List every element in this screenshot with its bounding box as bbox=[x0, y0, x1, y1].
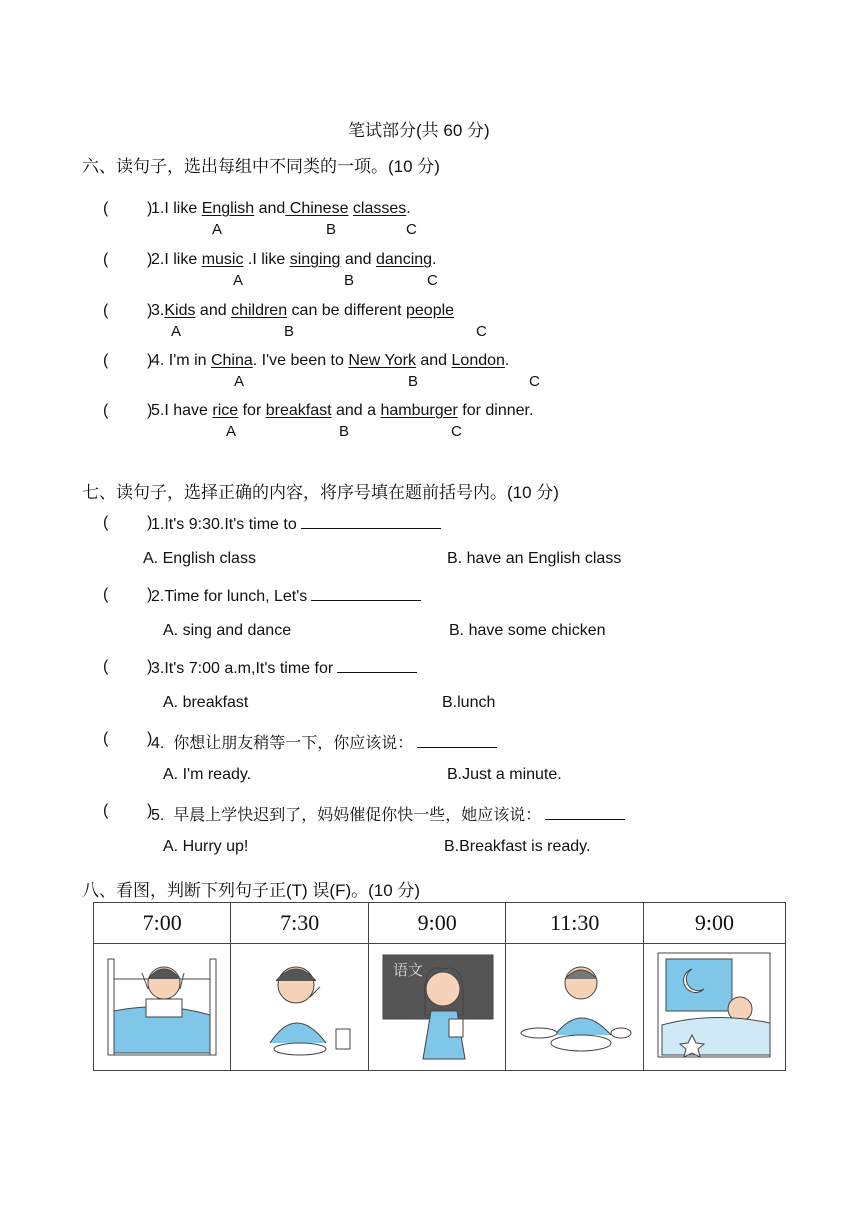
answer-blank[interactable] bbox=[545, 805, 625, 820]
time-cell: 9:00 bbox=[643, 903, 785, 944]
underlined-word: English bbox=[201, 200, 255, 217]
question-text: 3.It's 7:00 a.m,It's time for bbox=[151, 660, 334, 677]
choice-letter: C bbox=[427, 272, 438, 289]
sentence-text: can be different bbox=[287, 302, 406, 319]
answer-bracket-open: ( bbox=[103, 586, 109, 603]
underlined-word: breakfast bbox=[265, 402, 332, 419]
answer-bracket-close: ) bbox=[147, 730, 153, 747]
picture-cell bbox=[231, 944, 368, 1071]
girl-chinese-class-picture bbox=[377, 949, 497, 1061]
choice-letter: C bbox=[451, 423, 462, 440]
question-sentence bbox=[151, 402, 533, 420]
option-b: B.lunch bbox=[442, 694, 496, 711]
question-text: 5. 早晨上学快迟到了，妈妈催促你快一些，她应该说： bbox=[151, 807, 542, 824]
section7-heading: 七、读句子，选择正确的内容，将序号填在题前括号内。(10 分) bbox=[82, 483, 559, 502]
answer-bracket-close: ) bbox=[147, 586, 153, 603]
blackboard-text: 语文 bbox=[393, 960, 424, 979]
section8-heading: 八、看图，判断下列句子正(T) 误(F)。(10 分) bbox=[82, 881, 421, 900]
answer-bracket-open: ( bbox=[103, 302, 109, 319]
question-sentence bbox=[151, 730, 497, 753]
question-sentence bbox=[151, 352, 509, 370]
answer-bracket-open: ( bbox=[103, 802, 109, 819]
choice-letter: B bbox=[326, 221, 337, 238]
question-sentence bbox=[151, 251, 437, 269]
choice-letter: A bbox=[171, 323, 182, 340]
answer-bracket-open: ( bbox=[103, 658, 109, 675]
page-title: 笔试部分(共 60 分) bbox=[348, 121, 490, 140]
answer-bracket-close: ) bbox=[147, 402, 153, 419]
underlined-word: music bbox=[201, 251, 244, 268]
boy-eating-lunch-picture bbox=[515, 949, 635, 1061]
girl-sleeping-picture bbox=[652, 949, 776, 1061]
answer-bracket-open: ( bbox=[103, 352, 109, 369]
sentence-text: .I like bbox=[243, 251, 290, 268]
option-a: A. I'm ready. bbox=[163, 766, 252, 783]
underlined-word: people bbox=[406, 302, 455, 319]
sentence-text: and a bbox=[331, 402, 381, 419]
time-cell: 11:30 bbox=[506, 903, 643, 944]
underlined-word: Kids bbox=[164, 302, 196, 319]
answer-bracket-close: ) bbox=[147, 251, 153, 268]
option-a: A. Hurry up! bbox=[163, 838, 249, 855]
option-a: A. breakfast bbox=[163, 694, 249, 711]
question-text: 4. 你想让朋友稍等一下，你应该说： bbox=[151, 735, 414, 752]
sentence-text: for bbox=[238, 402, 266, 419]
girl-waking-up-picture bbox=[102, 949, 222, 1061]
sentence-text: 5.I have bbox=[151, 402, 213, 419]
answer-bracket-open: ( bbox=[103, 514, 109, 531]
answer-bracket-close: ) bbox=[147, 514, 153, 531]
underlined-word: children bbox=[231, 302, 288, 319]
answer-bracket-close: ) bbox=[147, 802, 153, 819]
option-b: B. have some chicken bbox=[449, 622, 606, 639]
time-cell: 9:00 bbox=[368, 903, 505, 944]
question-sentence bbox=[151, 658, 417, 678]
choice-letter: A bbox=[226, 423, 237, 440]
answer-blank[interactable] bbox=[417, 733, 497, 748]
choice-letter: C bbox=[406, 221, 417, 238]
answer-blank[interactable] bbox=[337, 658, 417, 673]
question-sentence bbox=[151, 514, 441, 534]
option-b: B. have an English class bbox=[447, 550, 622, 567]
underlined-word: dancing bbox=[376, 251, 433, 268]
time-row bbox=[94, 903, 786, 944]
sentence-text: 4. I'm in bbox=[151, 352, 211, 369]
option-a: A. English class bbox=[143, 550, 256, 567]
choice-letter: A bbox=[212, 221, 223, 238]
sentence-text: for dinner. bbox=[457, 402, 534, 419]
time-cell: 7:30 bbox=[231, 903, 368, 944]
option-b: B.Just a minute. bbox=[447, 766, 562, 783]
sentence-text: and bbox=[340, 251, 376, 268]
underlined-word: classes bbox=[352, 200, 407, 217]
answer-bracket-close: ) bbox=[147, 200, 153, 217]
question-sentence bbox=[151, 302, 454, 320]
answer-bracket-close: ) bbox=[147, 302, 153, 319]
picture-cell bbox=[368, 944, 505, 1071]
underlined-word: China bbox=[210, 352, 253, 369]
picture-cell bbox=[643, 944, 785, 1071]
choice-letter: C bbox=[529, 373, 540, 390]
underlined-word: singing bbox=[289, 251, 341, 268]
option-b: B.Breakfast is ready. bbox=[444, 838, 591, 855]
question-text: 2.Time for lunch, Let's bbox=[151, 588, 308, 605]
section6-heading: 六、读句子，选出每组中不同类的一项。(10 分) bbox=[82, 157, 440, 176]
choice-letter: B bbox=[284, 323, 295, 340]
sentence-text: and bbox=[254, 200, 286, 217]
answer-bracket-open: ( bbox=[103, 251, 109, 268]
sentence-text: 2.I like bbox=[151, 251, 202, 268]
sentence-text: 1.I like bbox=[151, 200, 202, 217]
underlined-word: Chinese bbox=[285, 200, 349, 217]
picture-table bbox=[93, 902, 786, 1071]
underlined-word: New York bbox=[348, 352, 416, 369]
sentence-text: . I've been to bbox=[252, 352, 349, 369]
answer-bracket-open: ( bbox=[103, 730, 109, 747]
answer-bracket-close: ) bbox=[147, 352, 153, 369]
underlined-word: London bbox=[451, 352, 505, 369]
answer-bracket-open: ( bbox=[103, 402, 109, 419]
sentence-text: . bbox=[406, 200, 411, 217]
choice-letter: A bbox=[233, 272, 244, 289]
girl-eating-breakfast-picture bbox=[240, 949, 360, 1061]
sentence-text: 3. bbox=[151, 302, 165, 319]
choice-letter: B bbox=[339, 423, 350, 440]
question-sentence bbox=[151, 586, 421, 606]
answer-blank[interactable] bbox=[311, 586, 421, 601]
time-cell: 7:00 bbox=[94, 903, 231, 944]
choice-letter: B bbox=[344, 272, 355, 289]
choice-letter: A bbox=[234, 373, 245, 390]
sentence-text: . bbox=[504, 352, 510, 369]
answer-blank[interactable] bbox=[301, 514, 441, 529]
choice-letter: B bbox=[408, 373, 419, 390]
option-a: A. sing and dance bbox=[163, 622, 292, 639]
question-sentence bbox=[151, 200, 411, 218]
underlined-word: rice bbox=[212, 402, 239, 419]
sentence-text: and bbox=[195, 302, 232, 319]
picture-cell bbox=[94, 944, 231, 1071]
choice-letter: C bbox=[476, 323, 487, 340]
picture-row bbox=[94, 944, 786, 1071]
answer-bracket-open: ( bbox=[103, 200, 109, 217]
question-sentence bbox=[151, 802, 625, 825]
answer-bracket-close: ) bbox=[147, 658, 153, 675]
underlined-word: hamburger bbox=[380, 402, 458, 419]
picture-cell bbox=[506, 944, 643, 1071]
sentence-text: and bbox=[415, 352, 452, 369]
sentence-text: . bbox=[432, 251, 437, 268]
question-text: 1.It's 9:30.It's time to bbox=[151, 516, 297, 533]
